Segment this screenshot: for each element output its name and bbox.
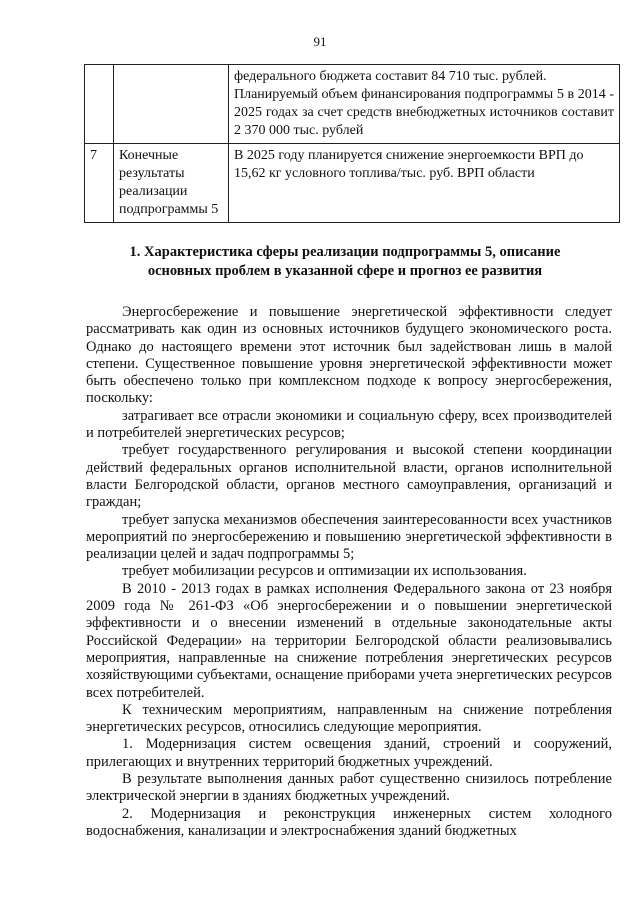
paragraph: затрагивает все отрасли экономики и социальную сферу, всех производителей и потребителей энергетических ресурсов; bbox=[86, 407, 612, 442]
row-number-cell bbox=[85, 65, 114, 144]
paragraph: требует мобилизации ресурсов и оптимизации их использования. bbox=[122, 563, 527, 580]
page-number: 91 bbox=[313, 34, 327, 49]
paragraph: требует государственного регулирования и высокой степени координации действий федеральных органов исполнительной власти, органов исполнительной власти Белгородской области, органов местного самоуправления, организаций и граждан; bbox=[86, 442, 612, 511]
paragraph: 1. Модернизация систем освещения зданий, строений и сооружений, прилегающих и внутренних территорий бюджетных учреждений. bbox=[86, 736, 612, 770]
passport-table bbox=[84, 64, 620, 223]
table-row bbox=[85, 65, 620, 144]
row-content-cell: В 2025 году планируется снижение энергоемкости ВРП до 15,62 кг условного топлива/тыс. руб. ВРП области bbox=[229, 144, 620, 223]
paragraph: 2. Модернизация и реконструкция инженерных систем холодного водоснабжения, канализации и электроснабжения зданий бюджетных bbox=[86, 805, 612, 839]
paragraph: В результате выполнения данных работ существенно снизилось потребление электрической энергии в зданиях бюджетных учреждений. bbox=[86, 771, 612, 805]
section-heading: 1. Характеристика сферы реализации подпрограммы 5, описание основных проблем в указанной сфере и прогноз ее развития bbox=[129, 244, 561, 279]
table-row bbox=[85, 144, 620, 223]
row-name-cell bbox=[114, 65, 229, 144]
body-text bbox=[86, 304, 612, 840]
row-number-cell: 7 bbox=[85, 144, 114, 223]
row-name-cell: Конечные результаты реализации подпрограммы 5 bbox=[114, 144, 229, 223]
row-content-cell bbox=[229, 65, 620, 144]
table-line: Планируемый объем финансирования подпрограммы 5 в 2014 - 2025 годах за счет средств внебюджетных источников составит 2 370 000 тыс. рублей bbox=[234, 87, 614, 138]
table-line: федерального бюджета составит 84 710 тыс. рублей. bbox=[234, 69, 547, 84]
paragraph: Энергосбережение и повышение энергетической эффективности следует рассматривать как один из основных источников будущего экономического роста. Однако до настоящего времени этот источник был задействован лишь в малой степени. Существенное повышение уровня энергетической эффективности может быть обеспечено только при комплексном подходе к вопросу энергосбережения, поскольку: bbox=[86, 304, 612, 407]
paragraph: К техническим мероприятиям, направленным на снижение потребления энергетических ресурсов, относились следующие мероприятия. bbox=[86, 701, 612, 736]
paragraph: требует запуска механизмов обеспечения заинтересованности всех участников мероприятий по энергосбережению и повышению энергетической эффективности в реализации целей и задач подпрограммы 5; bbox=[86, 511, 612, 563]
paragraph: В 2010 - 2013 годах в рамках исполнения Федерального закона от 23 ноября 2009 года № 261-ФЗ «Об энергосбережении и о повышении энергетической эффективности и о внесении изменений в отдельные законодательные акты Российской Федерации» на территории Белгородской области реализовывались мероприятия, направленные на снижение потребления энергетических ресурсов хозяйствующими субъектами, оснащение приборами учета энергетических ресурсов всех потребителей. bbox=[86, 580, 612, 701]
